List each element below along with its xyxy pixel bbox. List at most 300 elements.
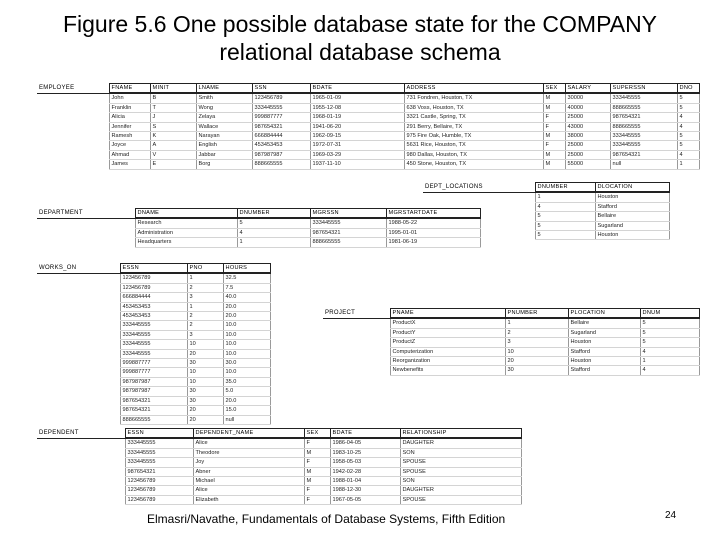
department-header-mgrssn: MGRSSN [310,209,386,219]
table-cell: J [150,113,196,122]
table-cell: F [543,113,565,122]
employee-table [37,83,700,170]
table-cell: Abner [193,467,304,476]
table-cell: 4 [640,347,699,356]
department-table-label: DEPARTMENT [37,209,135,219]
table-cell: 5 [640,338,699,347]
table-cell: 987654321 [252,122,310,131]
table-cell: 1 [187,302,223,311]
table-cell: 999887777 [252,113,310,122]
table-cell: 40.0 [223,293,270,302]
table-cell: ProductX [390,318,505,328]
employee-header-bdate: BDATE [310,84,404,94]
table-cell: 888665555 [310,238,386,247]
table-cell: 1968-01-19 [310,113,404,122]
table-cell: 333445555 [125,458,193,467]
table-cell: 30 [505,366,568,375]
row-spacer [37,122,109,131]
table-cell: Borg [196,160,252,169]
table-cell: 123456789 [120,273,187,283]
table-cell: K [150,132,196,141]
table-cell: Alice [193,486,304,495]
row-spacer [37,477,125,486]
table-cell: 20 [187,406,223,415]
table-cell: Jennifer [109,122,150,131]
employee-header-ssn: SSN [252,84,310,94]
table-cell: 987654321 [610,150,677,159]
table-row [37,477,521,486]
row-spacer [37,448,125,457]
table-cell: 1986-04-05 [330,438,400,448]
table-cell: 4 [535,202,595,211]
table-row [37,293,270,302]
table-cell: Theodore [193,448,304,457]
dependent-header-bdate: BDATE [330,429,400,439]
table-cell: 10.0 [223,368,270,377]
table-cell: 10.0 [223,321,270,330]
row-spacer [37,103,109,112]
table-cell: 20.0 [223,396,270,405]
table-cell: 32.5 [223,273,270,283]
row-spacer [37,406,120,415]
table-row [37,312,270,321]
row-spacer [323,328,390,337]
row-spacer [37,302,120,311]
row-spacer [37,359,120,368]
table-cell: 1969-03-29 [310,150,404,159]
table-cell: 30000 [565,93,610,103]
table-row [37,340,270,349]
project-header-pname: PNAME [390,309,505,319]
table-cell: 1 [237,238,310,247]
table-cell: 1958-05-03 [330,458,400,467]
table-row [323,347,699,356]
table-cell: Narayan [196,132,252,141]
table-cell: 35.0 [223,377,270,386]
table-cell: F [304,495,330,504]
table-cell: James [109,160,150,169]
table-row [37,368,270,377]
row-spacer [37,312,120,321]
works-on-table [37,263,271,425]
table-cell: Houston [568,338,640,347]
table-row [37,377,270,386]
table-cell: 666884444 [252,132,310,141]
table-cell: 666884444 [120,293,187,302]
table-cell: 25000 [565,141,610,150]
works-on-header-essn: ESSN [120,264,187,274]
row-spacer [37,368,120,377]
table-cell: 1988-01-04 [330,477,400,486]
table-cell: Jabbar [196,150,252,159]
table-cell: 123456789 [125,477,193,486]
table-cell: 888665555 [120,415,187,424]
table-cell: F [304,438,330,448]
table-cell: Stafford [595,202,669,211]
table-cell: 1988-12-30 [330,486,400,495]
table-row [37,415,270,424]
row-spacer [37,160,109,169]
row-spacer [37,349,120,358]
table-cell: 1941-06-20 [310,122,404,131]
row-spacer [423,192,535,202]
row-spacer [37,293,120,302]
row-spacer [37,467,125,476]
table-cell: 999887777 [120,368,187,377]
table-cell: 3321 Castle, Spring, TX [404,113,543,122]
table-cell: 3 [505,338,568,347]
table-cell: 333445555 [610,93,677,103]
table-cell: 20 [187,349,223,358]
employee-header-lname: LNAME [196,84,252,94]
table-cell: 4 [677,150,699,159]
table-cell: Smith [196,93,252,103]
table-cell: 20.0 [223,302,270,311]
table-cell: Michael [193,477,304,486]
project-header-dnum: DNUM [640,309,699,319]
table-cell: 30 [187,387,223,396]
table-cell: null [610,160,677,169]
table-cell: 20.0 [223,312,270,321]
table-cell: 5 [237,218,310,228]
table-cell: 10 [187,368,223,377]
table-cell: 291 Berry, Bellaire, TX [404,122,543,131]
title-line-1: Figure 5.6 One possible database state for the COMPANY [62,11,658,37]
employee-header-sex: SEX [543,84,565,94]
table-cell: 10 [505,347,568,356]
table-row [37,486,521,495]
table-cell: Zelaya [196,113,252,122]
table-cell: 123456789 [125,486,193,495]
table-cell: 4 [677,113,699,122]
table-cell: 987987987 [120,377,187,386]
table-row [37,349,270,358]
table-row [323,366,699,375]
row-spacer [37,377,120,386]
table-cell: 987654321 [120,406,187,415]
table-cell: Houston [595,192,669,202]
table-cell: 1983-10-25 [330,448,400,457]
table-cell: Joyce [109,141,150,150]
table-cell: ProductY [390,328,505,337]
table-cell: 453453453 [252,141,310,150]
table-cell: M [304,477,330,486]
table-cell: 5.0 [223,387,270,396]
table-row [37,330,270,339]
table-row [37,113,699,122]
table-cell: 999887777 [120,359,187,368]
table-cell: M [543,93,565,103]
employee-header-fname: FNAME [109,84,150,94]
table-row [37,448,521,457]
table-row [37,495,521,504]
works-on-header-hours: HOURS [223,264,270,274]
table-cell: 453453453 [120,302,187,311]
table-cell: 43000 [565,122,610,131]
row-spacer [37,113,109,122]
table-cell: Joy [193,458,304,467]
table-cell: Reorganization [390,357,505,366]
table-cell: 4 [640,366,699,375]
table-cell: Computerization [390,347,505,356]
table-cell: M [304,467,330,476]
table-cell: 20 [187,415,223,424]
project-header-plocation: PLOCATION [568,309,640,319]
works-on-header-pno: PNO [187,264,223,274]
employee-header-dno: DNO [677,84,699,94]
table-row [323,318,699,328]
table-cell: 1955-12-08 [310,103,404,112]
table-cell: 987987987 [120,387,187,396]
table-cell: 333445555 [120,340,187,349]
table-cell: 333445555 [120,330,187,339]
table-cell: 15.0 [223,406,270,415]
table-cell: 333445555 [125,448,193,457]
table-cell: 333445555 [610,141,677,150]
table-cell: 2 [505,328,568,337]
row-spacer [323,338,390,347]
row-spacer [37,458,125,467]
table-cell: 987654321 [610,113,677,122]
table-cell: 4 [237,228,310,237]
employee-table-label: EMPLOYEE [37,84,109,94]
employee-header-address: ADDRESS [404,84,543,94]
table-cell: null [223,415,270,424]
table-cell: 888665555 [610,103,677,112]
employee-header-superssn: SUPERSSN [610,84,677,94]
table-cell: 30.0 [223,359,270,368]
table-cell: 987654321 [125,467,193,476]
table-cell: 10 [187,340,223,349]
table-cell: 25000 [565,150,610,159]
table-cell: 4 [677,122,699,131]
table-cell: Bellaire [595,212,669,221]
table-cell: 30 [187,396,223,405]
table-row [37,132,699,141]
table-cell: Stafford [568,366,640,375]
table-cell: M [543,132,565,141]
table-cell: 5631 Rice, Houston, TX [404,141,543,150]
table-cell: Bellaire [568,318,640,328]
project-table [323,308,700,376]
employee-header-minit: MINIT [150,84,196,94]
table-cell: 30 [187,359,223,368]
table-cell: A [150,141,196,150]
table-cell: 1 [677,160,699,169]
table-cell: SON [400,477,521,486]
table-cell: 5 [677,93,699,103]
table-cell: 5 [535,221,595,230]
table-cell: 5 [535,231,595,240]
table-cell: F [304,486,330,495]
table-cell: 5 [640,318,699,328]
table-row [37,141,699,150]
table-cell: F [304,458,330,467]
page-number: 24 [665,510,677,521]
table-cell: 5 [640,328,699,337]
table-row [37,283,270,292]
table-cell: 1988-05-22 [386,218,480,228]
table-row [37,150,699,159]
dependent-header-essn: ESSN [125,429,193,439]
table-cell: 1 [535,192,595,202]
dept-locations-header-dlocation: DLOCATION [595,183,669,193]
row-spacer [37,218,135,228]
table-cell: 333445555 [252,103,310,112]
table-cell: 1965-01-09 [310,93,404,103]
project-header-pnumber: PNUMBER [505,309,568,319]
dept-locations-table-label: DEPT_LOCATIONS [423,183,535,193]
table-cell: 10.0 [223,330,270,339]
table-cell: 2 [187,321,223,330]
table-cell: 1981-06-19 [386,238,480,247]
footer-citation: Elmasri/Navathe, Fundamentals of Database Systems, Fifth Edition [147,512,506,526]
table-cell: 731 Fondren, Houston, TX [404,93,543,103]
dependent-table-label: DEPENDENT [37,429,125,439]
dependent-header-sex: SEX [304,429,330,439]
table-cell: 2 [187,312,223,321]
table-cell: 980 Dallas, Houston, TX [404,150,543,159]
table-row [37,458,521,467]
row-spacer [37,93,109,103]
table-cell: Headquarters [135,238,237,247]
table-row [323,328,699,337]
department-header-mgrstartdate: MGRSTARTDATE [386,209,480,219]
table-cell: SON [400,448,521,457]
row-spacer [37,238,135,247]
table-cell: E [150,160,196,169]
table-cell: S [150,122,196,131]
row-spacer [37,150,109,159]
table-cell: 123456789 [125,495,193,504]
table-row [37,218,480,228]
table-cell: 1972-07-31 [310,141,404,150]
row-spacer [37,321,120,330]
department-header-dnumber: DNUMBER [237,209,310,219]
row-spacer [37,141,109,150]
table-cell: 5 [535,212,595,221]
table-cell: V [150,150,196,159]
table-cell: 5 [677,103,699,112]
table-cell: ProductZ [390,338,505,347]
table-cell: F [543,122,565,131]
table-row [37,387,270,396]
row-spacer [37,330,120,339]
dependent-table [37,428,522,505]
table-cell: Research [135,218,237,228]
table-cell: 55000 [565,160,610,169]
table-cell: 888665555 [610,122,677,131]
table-cell: 987987987 [252,150,310,159]
table-cell: 975 Fire Oak, Humble, TX [404,132,543,141]
table-row [323,338,699,347]
table-cell: Houston [595,231,669,240]
table-cell: SPOUSE [400,467,521,476]
dependent-header-dependent-name: DEPENDENT_NAME [193,429,304,439]
table-cell: 10.0 [223,340,270,349]
table-cell: Alicia [109,113,150,122]
row-spacer [323,318,390,328]
table-cell: 333445555 [120,321,187,330]
table-cell: 453453453 [120,312,187,321]
table-cell: 888665555 [252,160,310,169]
table-cell: 40000 [565,103,610,112]
table-cell: 333445555 [125,438,193,448]
table-cell: 333445555 [120,349,187,358]
table-cell: 1942-02-28 [330,467,400,476]
table-cell: Ahmad [109,150,150,159]
table-cell: M [543,103,565,112]
table-cell: English [196,141,252,150]
row-spacer [37,486,125,495]
table-row [37,467,521,476]
table-cell: Sugarland [595,221,669,230]
row-spacer [37,415,120,424]
row-spacer [323,357,390,366]
table-cell: B [150,93,196,103]
dept-locations-header-dnumber: DNUMBER [535,183,595,193]
table-cell: Wallace [196,122,252,131]
table-cell: 1937-11-10 [310,160,404,169]
table-cell: Elizabeth [193,495,304,504]
row-spacer [323,347,390,356]
table-cell: M [543,150,565,159]
table-row [37,228,480,237]
row-spacer [323,366,390,375]
table-cell: 987654321 [310,228,386,237]
employee-header-salary: SALARY [565,84,610,94]
table-row [37,302,270,311]
table-cell: 20 [505,357,568,366]
table-cell: 3 [187,293,223,302]
table-row [37,359,270,368]
table-cell: 123456789 [120,283,187,292]
department-table [37,208,481,248]
slide-title [0,10,720,66]
row-spacer [37,283,120,292]
table-cell: Houston [568,357,640,366]
row-spacer [37,396,120,405]
project-table-label: PROJECT [323,309,390,319]
row-spacer [37,132,109,141]
table-cell: 5 [677,132,699,141]
table-cell: DAUGHTER [400,486,521,495]
table-row [37,438,521,448]
table-cell: 3 [187,330,223,339]
row-spacer [37,273,120,283]
table-cell: 450 Stone, Houston, TX [404,160,543,169]
table-cell: M [304,448,330,457]
table-cell: 1 [187,273,223,283]
row-spacer [37,438,125,448]
table-cell: 38000 [565,132,610,141]
table-row [323,357,699,366]
table-cell: Ramesh [109,132,150,141]
works-on-table-label: WORKS_ON [37,264,120,274]
table-cell: Stafford [568,347,640,356]
table-row [37,160,699,169]
row-spacer [37,387,120,396]
table-cell: DAUGHTER [400,438,521,448]
table-cell: T [150,103,196,112]
table-row [37,396,270,405]
table-cell: 123456789 [252,93,310,103]
table-cell: 987654321 [120,396,187,405]
table-cell: 2 [187,283,223,292]
table-cell: M [543,160,565,169]
table-cell: 333445555 [310,218,386,228]
table-cell: Alice [193,438,304,448]
